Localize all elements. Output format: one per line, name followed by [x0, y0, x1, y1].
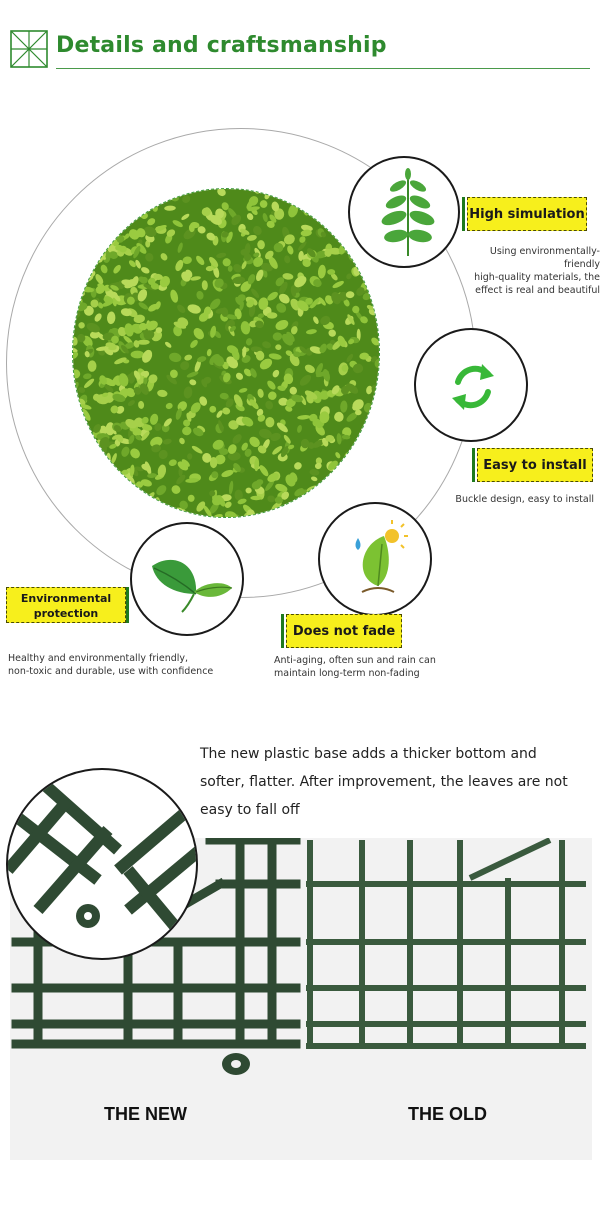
base-improvement-text: The new plastic base adds a thicker bottom and softer, flatter. After improvement, the leaves are not easy to fall off	[200, 746, 568, 818]
easy-install-desc: Buckle design, easy to install	[455, 494, 594, 505]
environmental-tag: Environmental protection	[6, 587, 126, 623]
tag-accent-bar	[462, 197, 465, 231]
title-underline	[56, 68, 590, 69]
does-not-fade-tag: Does not fade	[286, 614, 402, 648]
high-simulation-circle	[348, 156, 460, 268]
plant-sprig-icon	[350, 158, 460, 268]
easy-install-circle	[414, 328, 528, 442]
tag-accent-bar	[126, 587, 129, 623]
new-base-label: THE NEW	[104, 1104, 187, 1124]
base-closeup-circle	[6, 768, 198, 960]
high-simulation-tag: High simulation	[467, 197, 587, 231]
environmental-desc: Healthy and environmentally friendly, non-toxic and durable, use with confidence	[8, 653, 214, 677]
leaf-sun-icon	[320, 504, 432, 616]
tag-accent-bar	[472, 448, 475, 482]
grass-panel-image	[72, 188, 380, 518]
tag-accent-bar	[281, 614, 284, 648]
does-not-fade-circle	[318, 502, 432, 616]
old-base-label: THE OLD	[408, 1104, 487, 1124]
recycle-arrows-icon	[416, 330, 528, 442]
easy-install-tag: Easy to install	[477, 448, 593, 482]
green-leaves-icon	[132, 524, 244, 636]
high-simulation-desc: Using environmentally-friendly high-quality materials, the effect is real and beautiful	[474, 246, 600, 296]
square-cross-icon	[10, 30, 48, 68]
environmental-circle	[130, 522, 244, 636]
does-not-fade-desc: Anti-aging, often sun and rain can maintain long-term non-fading	[274, 655, 436, 679]
section-title: Details and craftsmanship	[56, 33, 387, 58]
